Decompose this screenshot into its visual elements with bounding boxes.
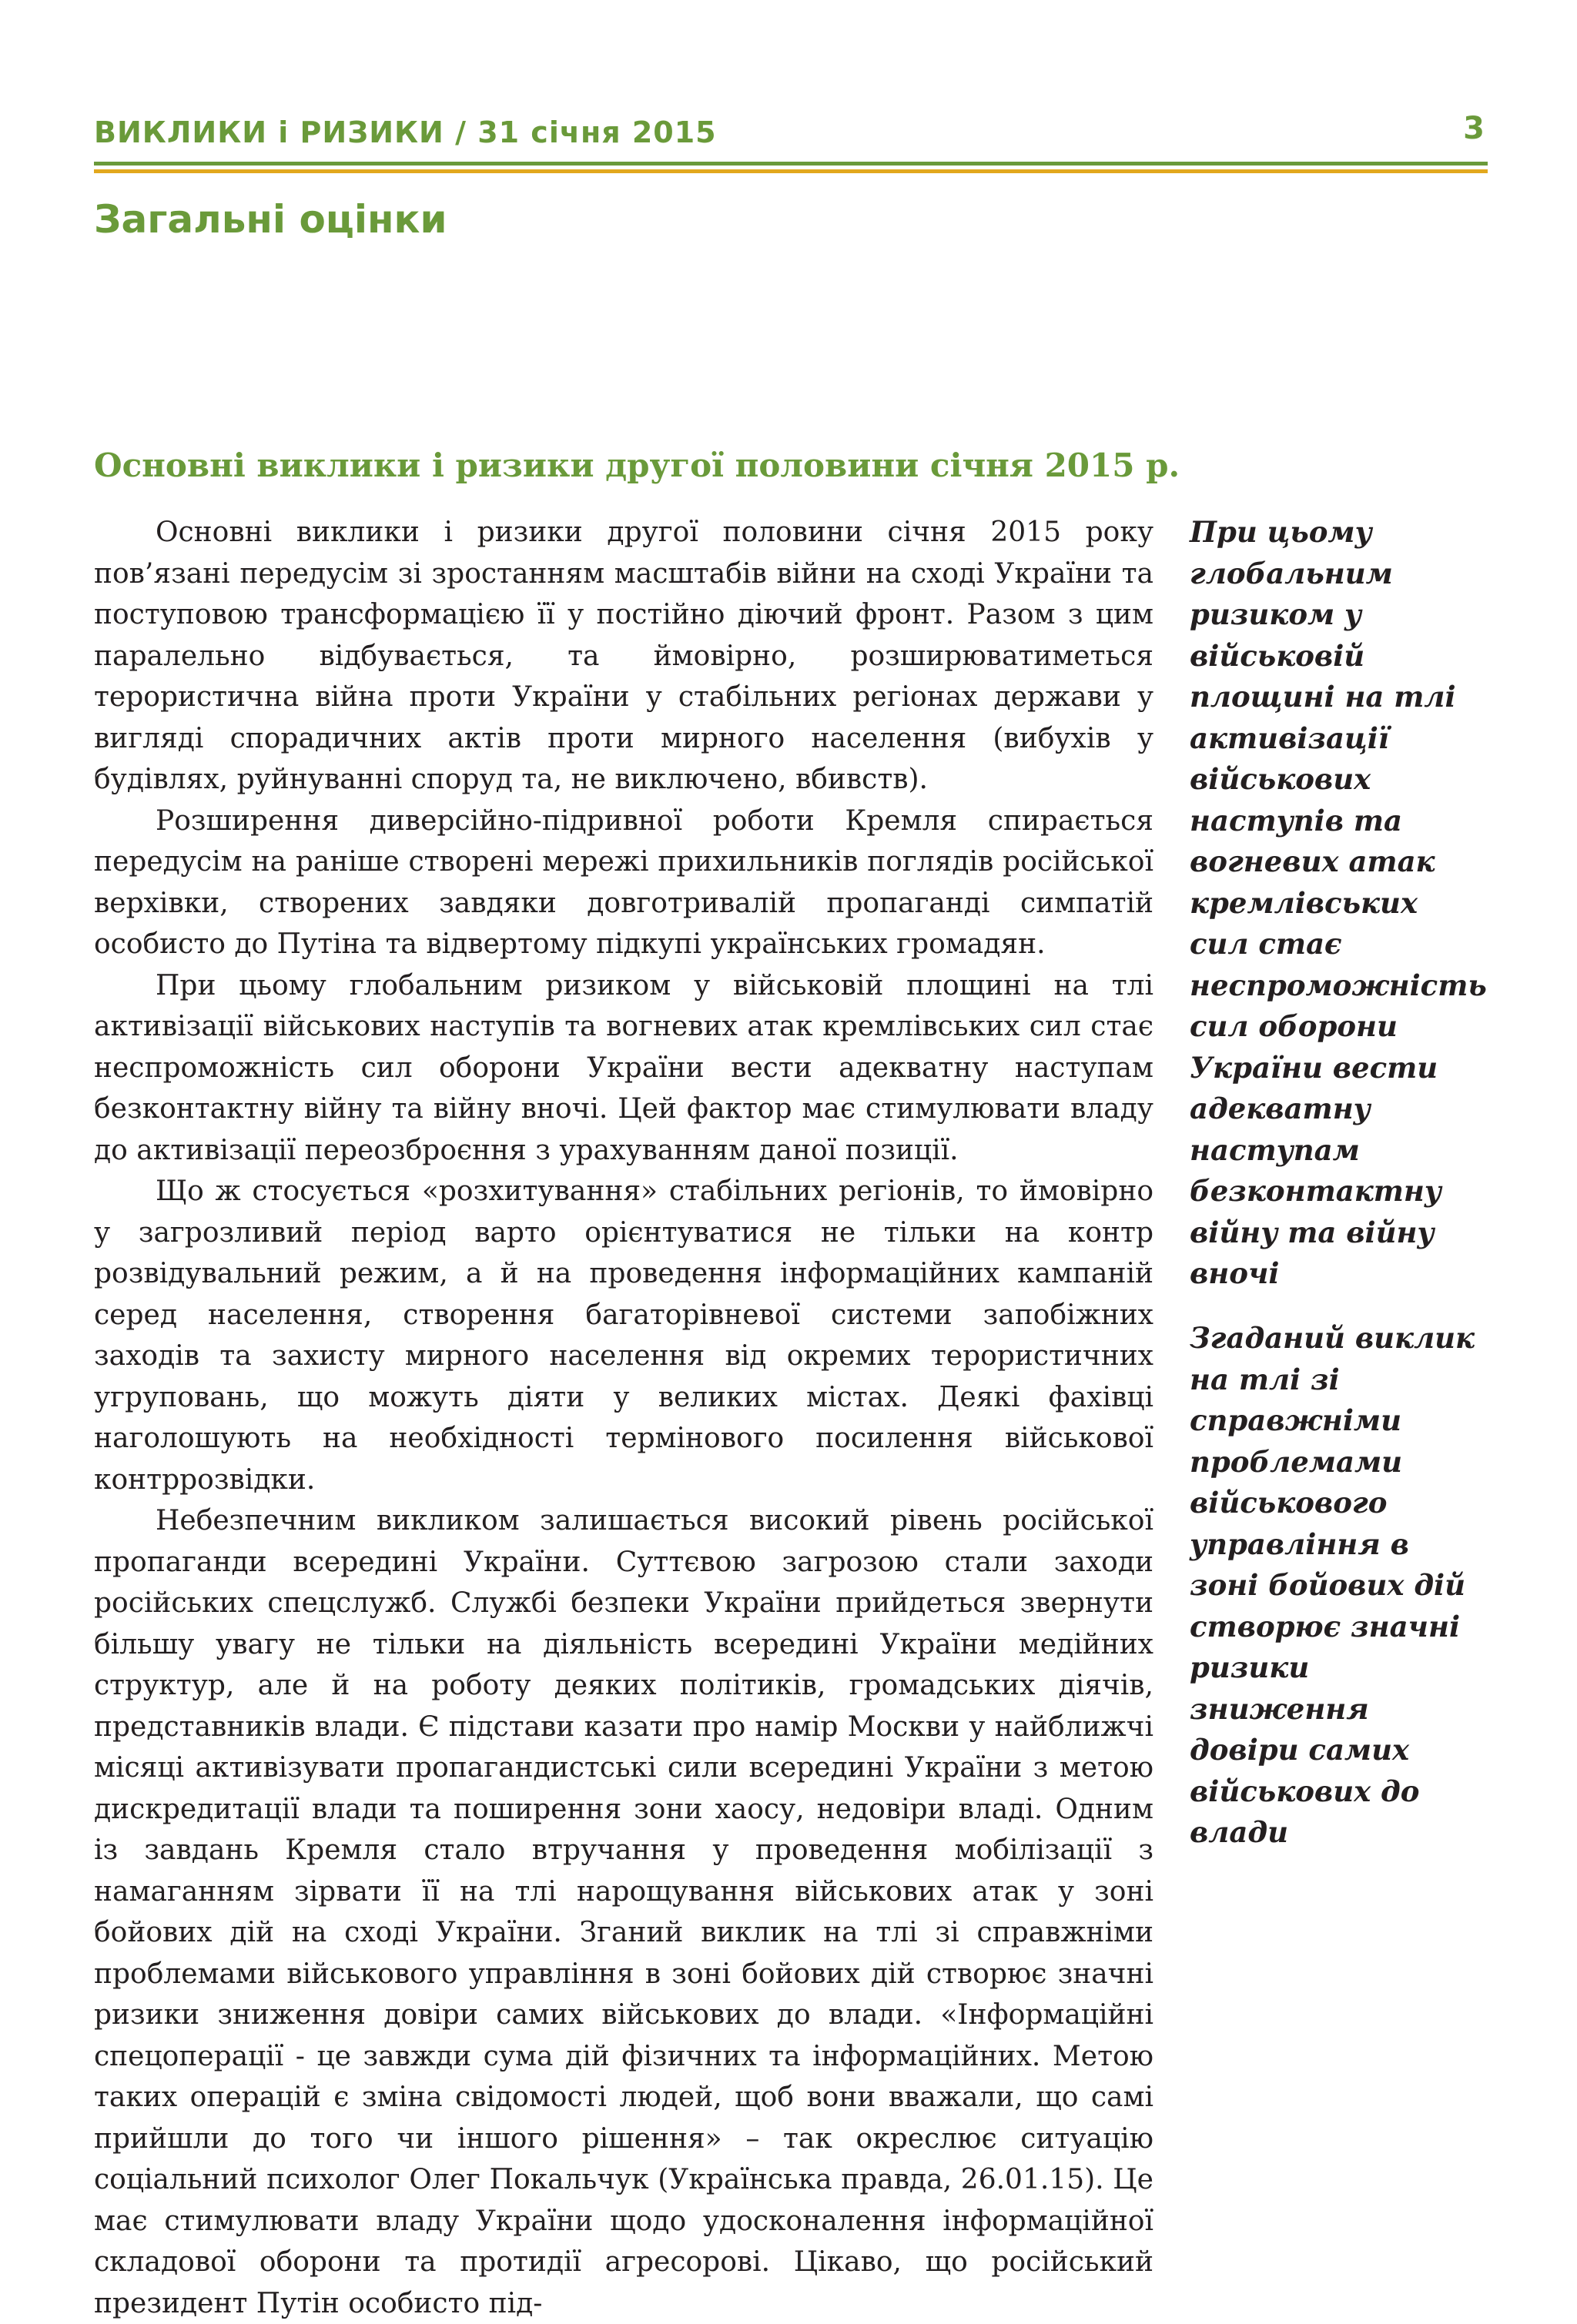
- running-header: ВИКЛИКИ і РИЗИКИ / 31 січня 2015: [94, 115, 717, 149]
- article-body: [94, 512, 1153, 2324]
- paragraph: При цьому глобальним ризиком у військовій площині на тлі активізації військових наступів та вогневих атак кремлівських сил стає неспроможність сил оборони України вести адекватну наступам безконтактну війну та війну вночі. Цей фактор має стимулювати владу до активізації переозброєння з урахуванням даної позиції.: [94, 969, 1153, 1166]
- paragraph: Що ж стосується «розхитування» стабільних регіонів, то ймовірно у загрозливий період варто орієнтуватися не тільки на контр розвідувальний режим, а й на проведення інформаційних кампаній серед населення, створення багаторівневої системи запобіжних заходів та захисту мирного населення від окремих терористичних угруповань, що можуть діяти у великих містах. Деякі фахівці наголошують на необхідності термінового посилення військової контррозвідки.: [94, 1175, 1153, 1496]
- header-rule-gold: [94, 169, 1488, 173]
- paragraph: Основні виклики і ризики другої половини січня 2015 року пов’язані передусім зі зростанням масштабів війни на сході України та поступовою трансформацією її у постійно діючий фронт. Разом з цим паралельно відбувається, та ймовірно, розширюватиметься терористична війна проти України у стабільних регіонах держави у вигляді спорадичних актів проти мирного населення (вибухів у будівлях, руйнуванні споруд та, не виключено, вбивств).: [94, 517, 1153, 795]
- pullquote: При цьому глобальним ризиком у військовій площині на тлі активізації військових наступів та вогневих атак кремлівських сил стає неспроможність сил оборони України вести адекватну наступам безконтактну війну та війну вночі: [1190, 515, 1487, 1290]
- header-rule-green: [94, 162, 1488, 166]
- paragraph: Розширення диверсійно-підривної роботи Кремля спирається передусім на раніше створені мережі прихильників поглядів російської верхівки, створених завдяки довготривалій пропаганді симпатій особисто до Путіна та відвертому підкупі українських громадян.: [94, 804, 1153, 960]
- pullquote: Згаданий виклик на тлі зі справжніми проблемами військового управління в зоні бойових дій створює значні ризики зниження довіри самих військових до влади: [1190, 1321, 1475, 1849]
- page-number: 3: [1463, 111, 1485, 146]
- paragraph: Небезпечним викликом залишається високий рівень російської пропаганди всередині України. Суттєвою загрозою стали заходи російських спецслужб. Службі безпеки України прийдеться звернути більшу увагу не тільки на діяльність всередині України медійних структур, але й на роботу деяких політиків, громадських діячів, представників влади. Є підстави казати про намір Москви у найближчі місяці активізувати пропагандистські сили всередині України з метою дискредитації влади та поширення зони хаосу, недовіри владі. Одним із завдань Кремля стало втручання у проведення мобілізації з намаганням зірвати її на тлі нарощування військових атак у зоні бойових дій на сході України. Зганий виклик на тлі зі справжніми проблемами військового управління в зоні бойових дій створює значні ризики зниження довіри самих військових до влади. «Інформаційні спецоперації - це завжди сума дій фізичних та інформаційних. Метою таких операцій є зміна свідомості людей, щоб вони вважали, що самі прийшли до того чи іншого рішення» – так окреслює ситуацію соціальний психолог Олег Покальчук (Українська правда, 26.01.15). Це має стимулювати владу України щодо удосконалення інформаційної складової оборони та протидії агресорові. Цікаво, що російський президент Путін особисто під-: [94, 1505, 1153, 2319]
- subsection-title: Основні виклики і ризики другої половини січня 2015 р.: [94, 446, 1180, 484]
- section-title: Загальні оцінки: [94, 197, 447, 242]
